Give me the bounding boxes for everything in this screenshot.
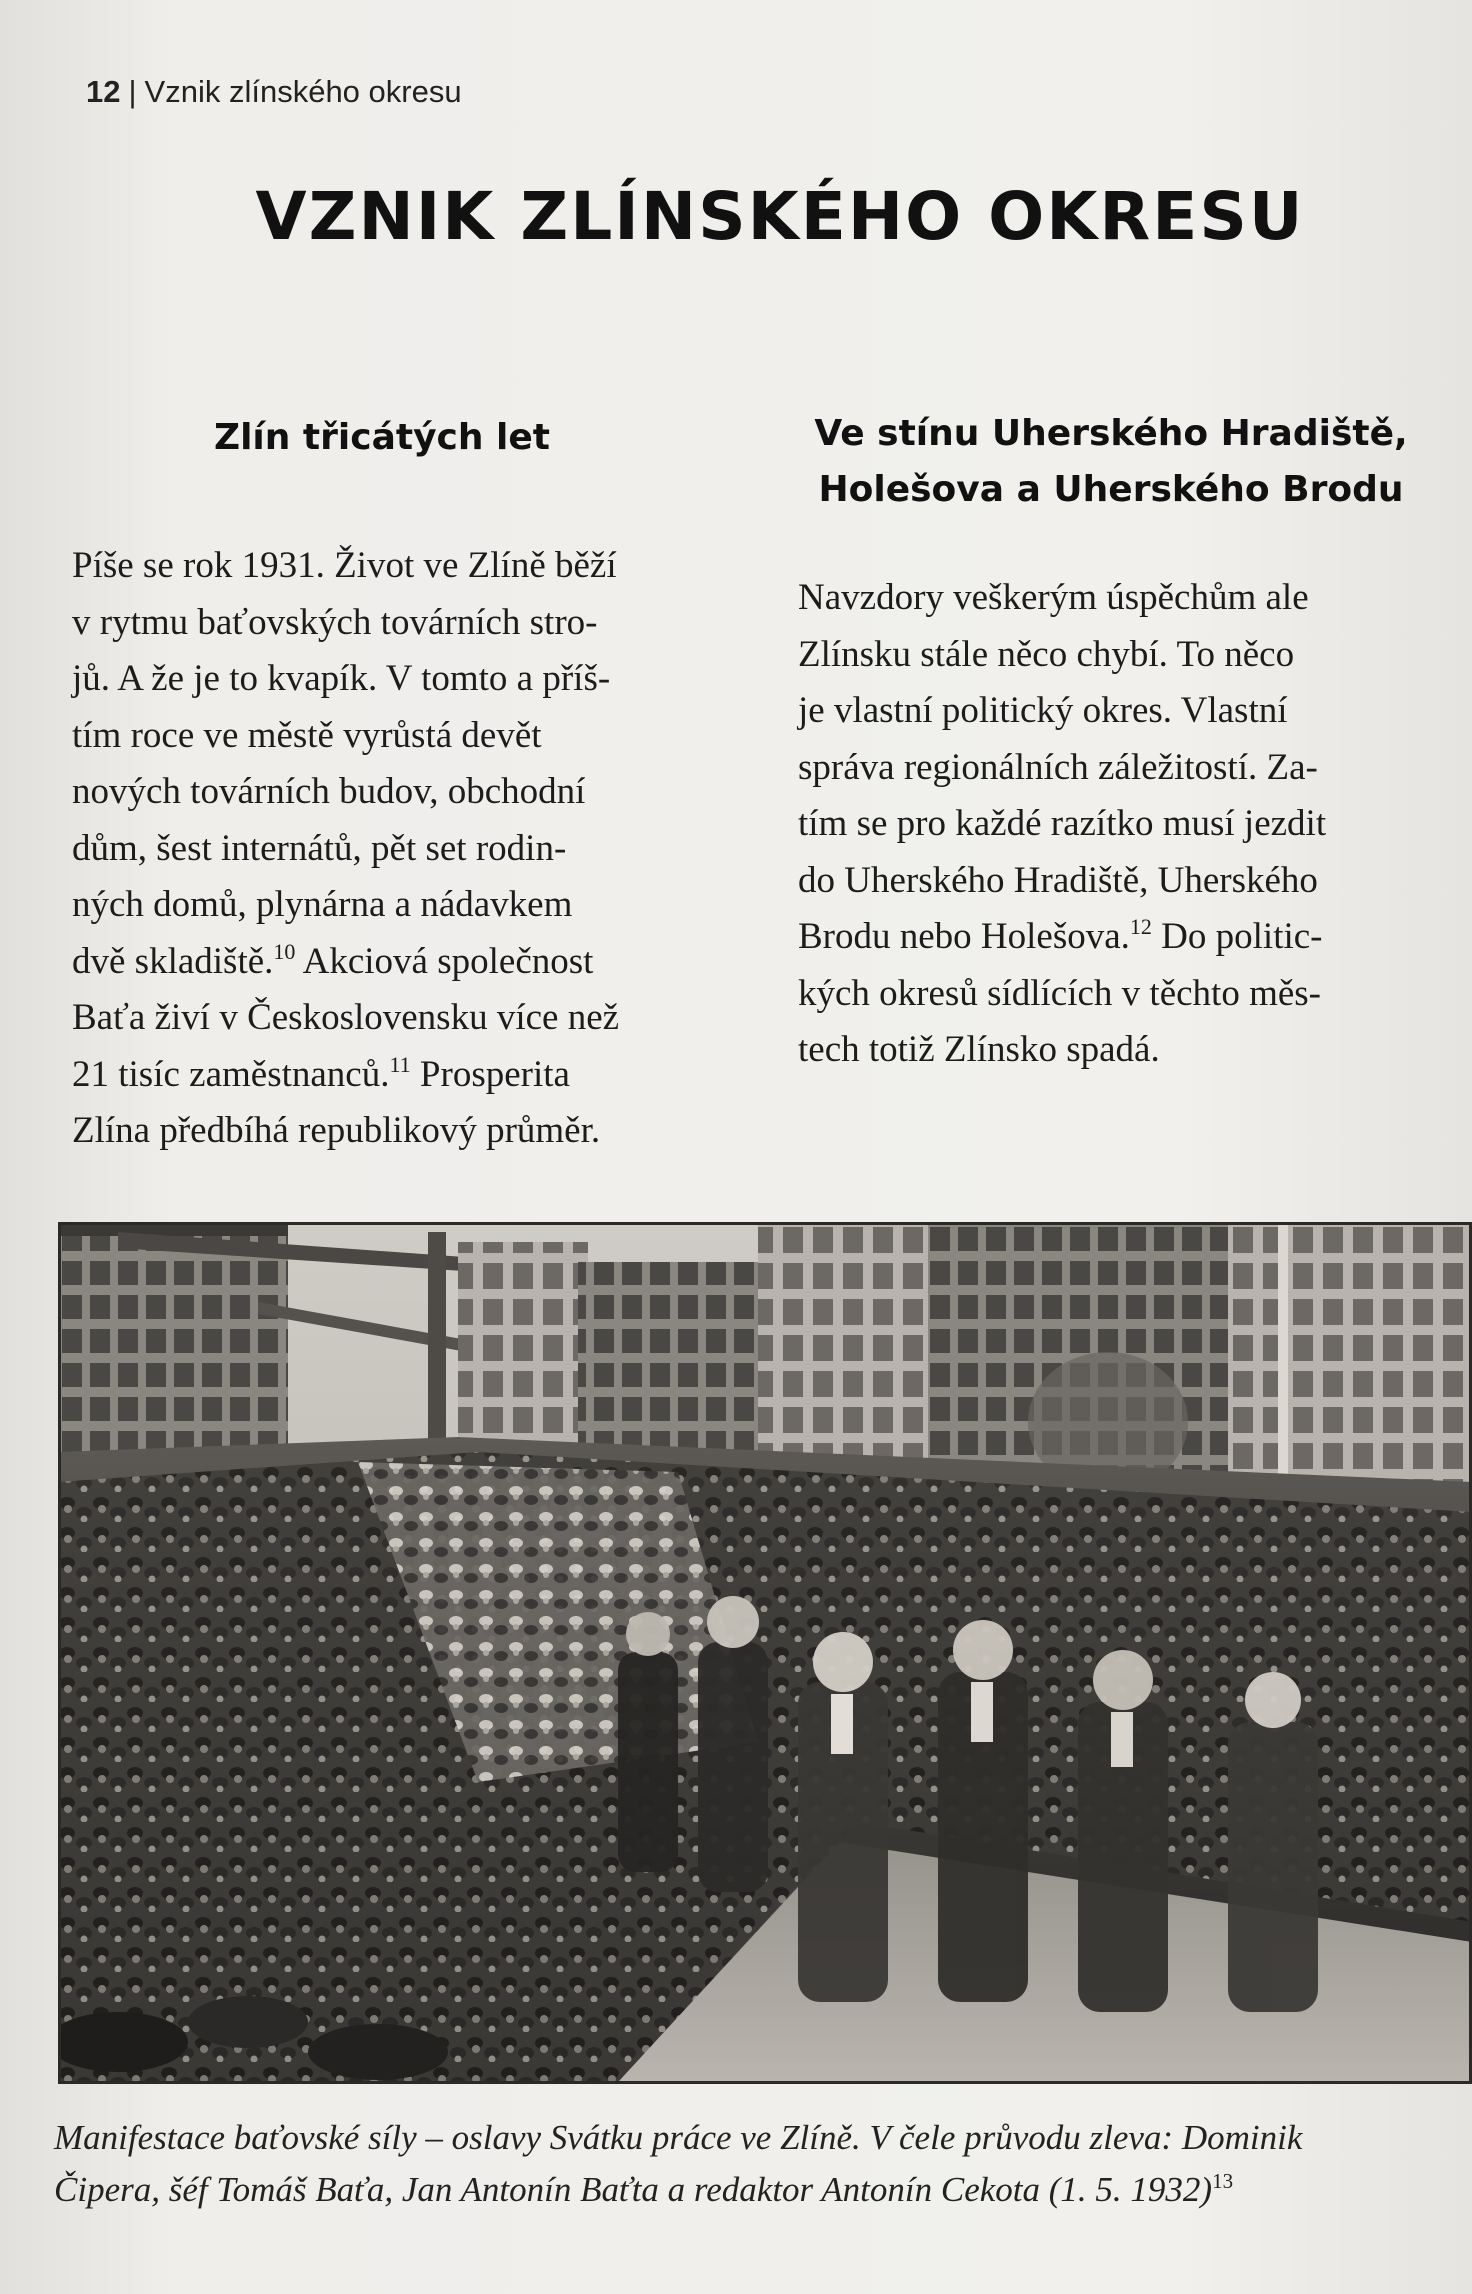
right-column-paragraph bbox=[798, 570, 1424, 1079]
text-line: v rytmu baťovských továrních stro- bbox=[72, 601, 598, 643]
text-segment: Do politic- bbox=[1161, 916, 1323, 957]
text-line: dům, šest internátů, pět set rodin- bbox=[72, 827, 567, 869]
footnote-ref: 13 bbox=[1212, 2169, 1234, 2193]
text-segment: Akciová společnost bbox=[302, 940, 594, 982]
photo-illustration bbox=[58, 1222, 1472, 2084]
heading-line: Ve stínu Uherského Hradiště, bbox=[814, 413, 1408, 454]
text-line: nových továrních budov, obchodní bbox=[72, 771, 586, 812]
text-line bbox=[72, 1047, 692, 1104]
text-line: Navzdory veškerým úspěchům ale bbox=[798, 577, 1309, 618]
text-line: kých okresů sídlících v těchto měs- bbox=[798, 972, 1322, 1014]
text-line bbox=[798, 909, 1424, 966]
text-segment: Brodu nebo Holešova. bbox=[798, 916, 1130, 957]
left-column-paragraph bbox=[72, 538, 692, 1160]
text-line: do Uherského Hradiště, Uherského bbox=[798, 859, 1318, 901]
heading-line: Holešova a Uherského Brodu bbox=[818, 469, 1404, 510]
right-column bbox=[798, 406, 1424, 1079]
chapter-title: VZNIK ZLÍNSKÉHO OKRESU bbox=[255, 178, 1305, 255]
text-segment: dvě skladiště. bbox=[72, 940, 274, 982]
right-column-heading bbox=[798, 406, 1424, 518]
footnote-ref: 12 bbox=[1129, 914, 1152, 939]
footnote-ref: 10 bbox=[273, 938, 296, 964]
running-head-separator: | bbox=[128, 74, 137, 109]
text-line bbox=[72, 934, 692, 991]
running-head bbox=[86, 74, 462, 110]
text-line: tím roce ve městě vyrůstá devět bbox=[72, 714, 542, 756]
photo-caption bbox=[54, 2112, 1454, 2216]
page-number: 12 bbox=[86, 74, 121, 109]
historical-photo bbox=[58, 1222, 1472, 2084]
text-line: jů. A že je to kvapík. V tomto a příš- bbox=[72, 658, 611, 699]
text-line: Zlína předbíhá republikový průměr. bbox=[72, 1110, 601, 1151]
caption-segment: Čipera, šéf Tomáš Baťa, Jan Antonín Baťta a redaktor Antonín Cekota (1. 5. 1932) bbox=[54, 2170, 1213, 2209]
text-line: tím se pro každé razítko musí jezdit bbox=[798, 803, 1327, 844]
text-line: je vlastní politický okres. Vlastní bbox=[798, 690, 1288, 731]
text-line: Píše se rok 1931. Život ve Zlíně běží bbox=[72, 545, 617, 586]
running-head-title: Vznik zlínského okresu bbox=[144, 74, 462, 109]
text-segment: 21 tisíc zaměstnanců. bbox=[72, 1053, 390, 1095]
text-line: Baťa živí v Československu více než bbox=[72, 997, 620, 1038]
left-column bbox=[72, 410, 692, 1160]
text-line: ných domů, plynárna a nádavkem bbox=[72, 884, 573, 925]
caption-line: Manifestace baťovské síly – oslavy Svátku práce ve Zlíně. V čele průvodu zleva: Dominik bbox=[54, 2118, 1303, 2157]
footnote-ref: 11 bbox=[389, 1051, 411, 1077]
text-line: správa regionálních záležitostí. Za- bbox=[798, 746, 1318, 788]
caption-line bbox=[54, 2164, 1454, 2216]
text-line: Zlínsku stále něco chybí. To něco bbox=[798, 633, 1295, 675]
left-column-heading: Zlín třicátých let bbox=[213, 417, 551, 458]
text-segment: Prosperita bbox=[419, 1053, 570, 1095]
text-line: tech totiž Zlínsko spadá. bbox=[798, 1029, 1160, 1070]
